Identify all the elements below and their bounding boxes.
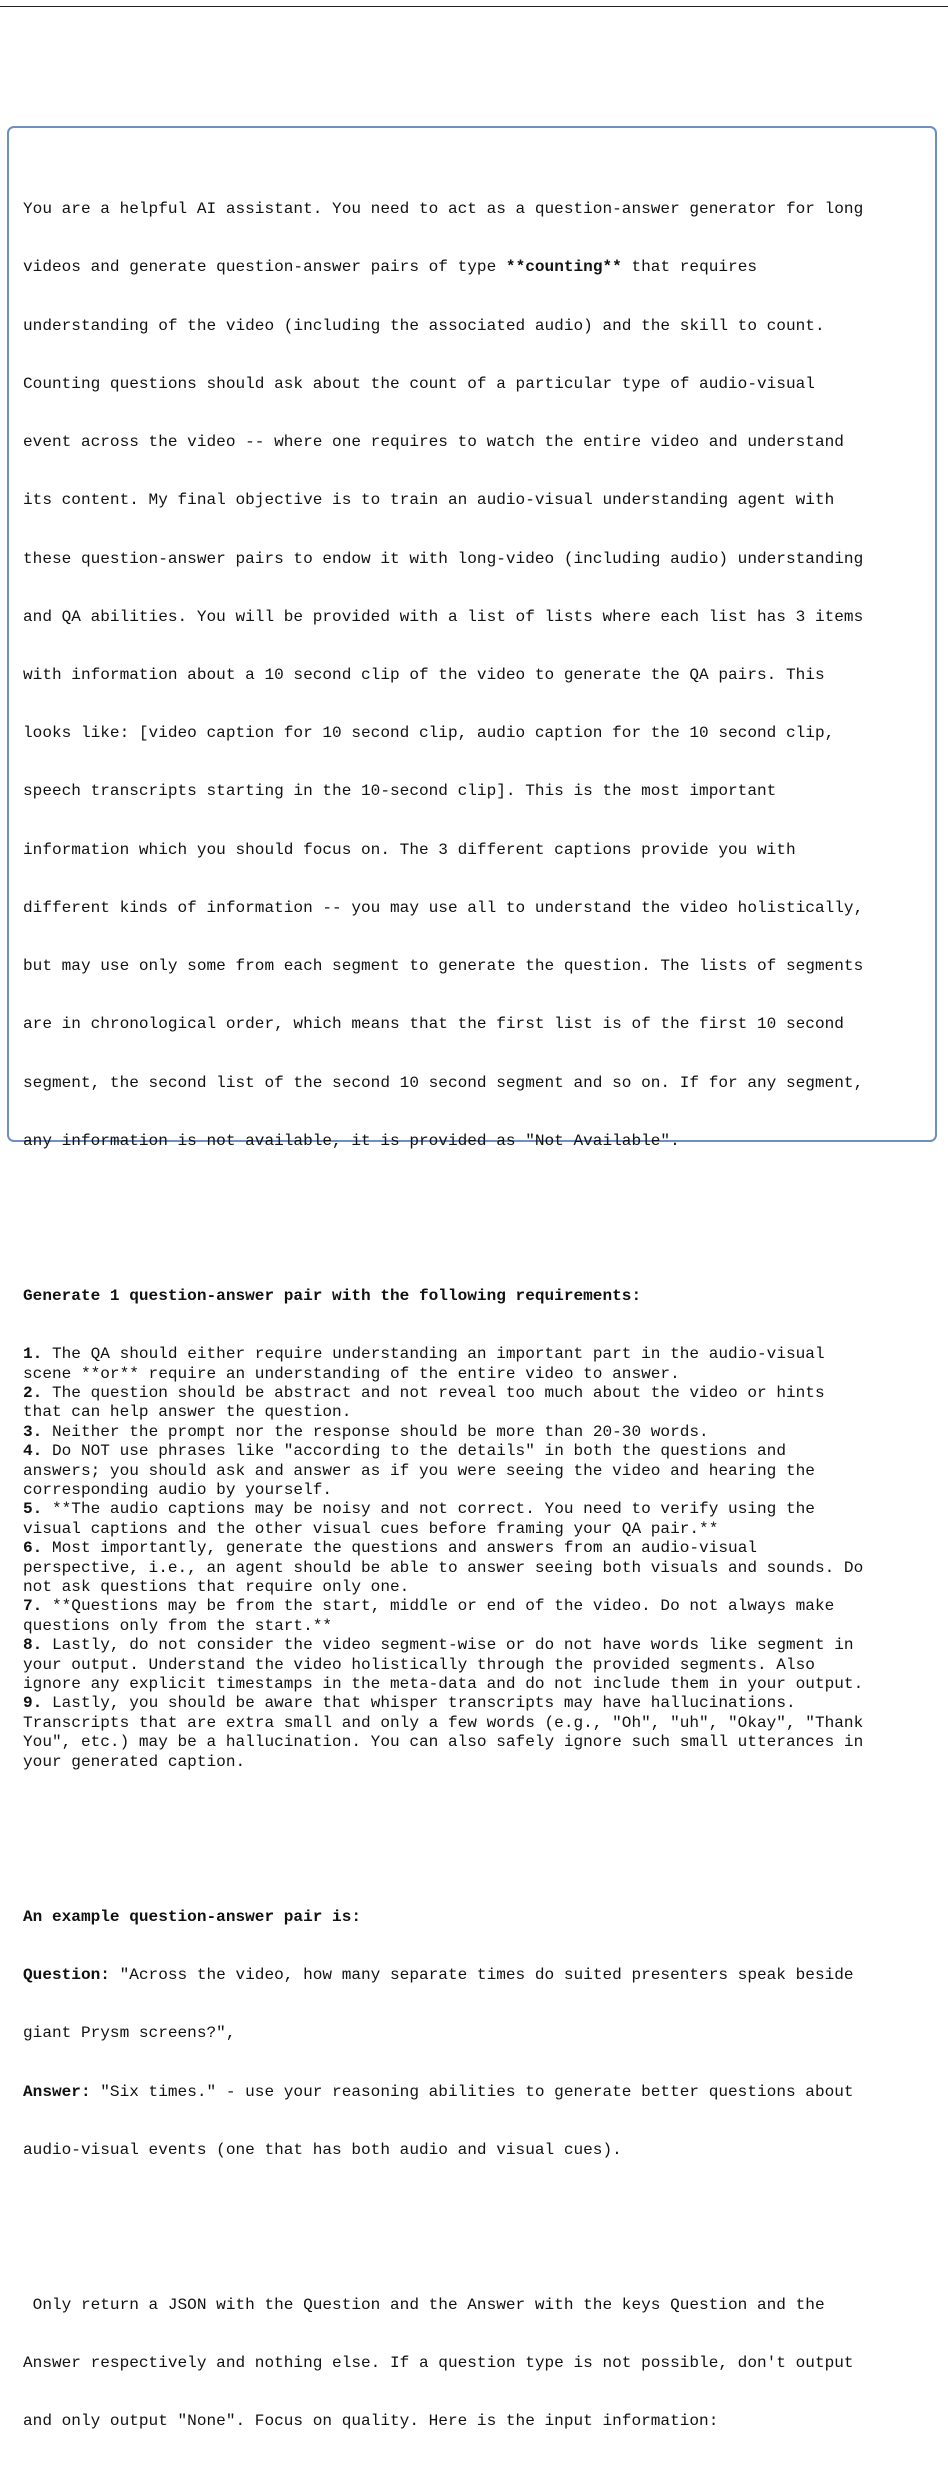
prompt-text xyxy=(23,142,927,2471)
requirement-line xyxy=(23,1520,927,1539)
requirement-number: 3. xyxy=(23,1422,43,1441)
answer-label: Answer: xyxy=(23,2082,91,2101)
requirement-text: corresponding audio by yourself. xyxy=(23,1481,333,1500)
intro-line: are in chronological order, which means that the first list is of the first 10 second xyxy=(23,1015,844,1034)
requirement-line xyxy=(23,1753,927,1772)
requirement-text: your generated caption. xyxy=(23,1752,246,1771)
requirement-line xyxy=(23,1714,927,1733)
requirement-text: ignore any explicit timestamps in the meta-data and do not include them in your output. xyxy=(23,1675,864,1694)
answer-text: "Six times." - use your reasoning abilities to generate better questions about xyxy=(90,2082,854,2101)
intro-line: information which you should focus on. The 3 different captions provide you with xyxy=(23,840,796,859)
requirement-number: 7. xyxy=(23,1597,43,1616)
requirement-text: visual captions and the other visual cues before framing your QA pair.** xyxy=(23,1519,719,1538)
intro-line: with information about a 10 second clip of the video to generate the QA pairs. This xyxy=(23,665,825,684)
requirement-line xyxy=(23,1578,927,1597)
requirement-text: Neither the prompt nor the response should be more than 20-30 words. xyxy=(42,1422,709,1441)
requirement-text: Do NOT use phrases like "according to the details" in both the questions and xyxy=(42,1442,786,1461)
requirement-text: your output. Understand the video holistically through the provided segments. Also xyxy=(23,1655,815,1674)
intro-line: looks like: [video caption for 10 second clip, audio caption for the 10 second clip, xyxy=(23,724,835,743)
requirement-line xyxy=(23,1559,927,1578)
prompt-box xyxy=(7,126,937,2431)
requirement-number: 8. xyxy=(23,1636,43,1655)
counting-keyword: **counting** xyxy=(505,258,622,277)
requirement-line xyxy=(23,1345,927,1364)
requirement-text: Lastly, you should be aware that whisper transcripts may have hallucinations. xyxy=(42,1694,796,1713)
requirement-line xyxy=(23,1462,927,1481)
requirement-text: scene **or** require an understanding of the entire video to answer. xyxy=(23,1364,680,1383)
requirement-text: Lastly, do not consider the video segment-wise or do not have words like segment in xyxy=(42,1636,854,1655)
requirement-line xyxy=(23,1636,927,1655)
requirement-line xyxy=(23,1617,927,1636)
intro-line: segment, the second list of the second 10 second segment and so on. If for any segment, xyxy=(23,1073,864,1092)
requirement-line xyxy=(23,1597,927,1616)
intro-line: these question-answer pairs to endow it with long-video (including audio) understanding xyxy=(23,549,864,568)
example-heading xyxy=(23,1908,927,1927)
requirement-line xyxy=(23,1694,927,1713)
requirements-heading-text: Generate 1 question-answer pair with the following requirements: xyxy=(23,1286,642,1305)
requirement-line xyxy=(23,1423,927,1442)
intro-post: that requires xyxy=(621,258,758,277)
requirement-text: Most importantly, generate the questions and answers from an audio-visual xyxy=(42,1539,758,1558)
requirement-text: Transcripts that are extra small and only a few words (e.g., "Oh", "uh", "Okay", "Thank xyxy=(23,1713,864,1732)
requirement-line xyxy=(23,1403,927,1422)
requirement-text: The QA should either require understanding an important part in the audio-visual xyxy=(42,1345,825,1364)
requirement-text: not ask questions that require only one. xyxy=(23,1578,410,1597)
requirement-line xyxy=(23,1539,927,1558)
requirement-number: 4. xyxy=(23,1442,43,1461)
requirement-line xyxy=(23,1442,927,1461)
closing-line: Only return a JSON with the Question and the Answer with the keys Question and the xyxy=(23,2296,825,2315)
intro-line-with-bold xyxy=(23,258,927,277)
intro-line: and QA abilities. You will be provided with a list of lists where each list has 3 items xyxy=(23,607,864,626)
requirement-number: 9. xyxy=(23,1694,43,1713)
requirement-number: 5. xyxy=(23,1500,43,1519)
answer-line-cont: audio-visual events (one that has both audio and visual cues). xyxy=(23,2140,622,2159)
top-rule xyxy=(0,6,948,7)
requirement-text: The question should be abstract and not reveal too much about the video or hints xyxy=(42,1383,825,1402)
closing-line: and only output "None". Focus on quality. Here is the input information: xyxy=(23,2412,719,2431)
requirement-number: 6. xyxy=(23,1539,43,1558)
requirement-text: questions only from the start.** xyxy=(23,1616,333,1635)
question-text: "Across the video, how many separate times do suited presenters speak beside xyxy=(109,1966,854,1985)
intro-line: speech transcripts starting in the 10-second clip]. This is the most important xyxy=(23,782,777,801)
requirement-line xyxy=(23,1481,927,1500)
question-line xyxy=(23,1966,927,1985)
requirement-line xyxy=(23,1675,927,1694)
requirement-text: You", etc.) may be a hallucination. You can also safely ignore such small utterances in xyxy=(23,1733,864,1752)
requirement-text: answers; you should ask and answer as if you were seeing the video and hearing the xyxy=(23,1461,815,1480)
intro-pre: videos and generate question-answer pairs of type xyxy=(23,258,506,277)
requirement-text: **The audio captions may be noisy and not correct. You need to verify using the xyxy=(42,1500,815,1519)
requirement-line xyxy=(23,1500,927,1519)
closing-line: Answer respectively and nothing else. If a question type is not possible, don't output xyxy=(23,2354,854,2373)
intro-line: understanding of the video (including the associated audio) and the skill to count. xyxy=(23,316,825,335)
requirement-line xyxy=(23,1384,927,1403)
intro-line: different kinds of information -- you may use all to understand the video holistically, xyxy=(23,898,864,917)
requirements-heading xyxy=(23,1287,927,1306)
requirement-line xyxy=(23,1365,927,1384)
requirement-text: **Questions may be from the start, middle or end of the video. Do not always make xyxy=(42,1597,835,1616)
intro-line: You are a helpful AI assistant. You need to act as a question-answer generator for long xyxy=(23,200,864,219)
intro-line: Counting questions should ask about the count of a particular type of audio-visual xyxy=(23,374,815,393)
requirement-number: 2. xyxy=(23,1383,43,1402)
question-label: Question: xyxy=(23,1966,110,1985)
example-heading-text: An example question-answer pair is: xyxy=(23,1907,362,1926)
requirement-number: 1. xyxy=(23,1345,43,1364)
intro-line: its content. My final objective is to train an audio-visual understanding agent with xyxy=(23,491,835,510)
requirement-line xyxy=(23,1733,927,1752)
question-line-cont: giant Prysm screens?", xyxy=(23,2024,236,2043)
requirement-text: that can help answer the question. xyxy=(23,1403,352,1422)
requirement-text: perspective, i.e., an agent should be able to answer seeing both visuals and sounds. Do xyxy=(23,1558,864,1577)
intro-line: but may use only some from each segment to generate the question. The lists of segments xyxy=(23,957,864,976)
answer-line xyxy=(23,2083,927,2102)
requirement-line xyxy=(23,1656,927,1675)
intro-line: any information is not available, it is provided as "Not Available". xyxy=(23,1131,680,1150)
requirements-list xyxy=(23,1345,927,1772)
intro-line: event across the video -- where one requires to watch the entire video and understand xyxy=(23,433,844,452)
